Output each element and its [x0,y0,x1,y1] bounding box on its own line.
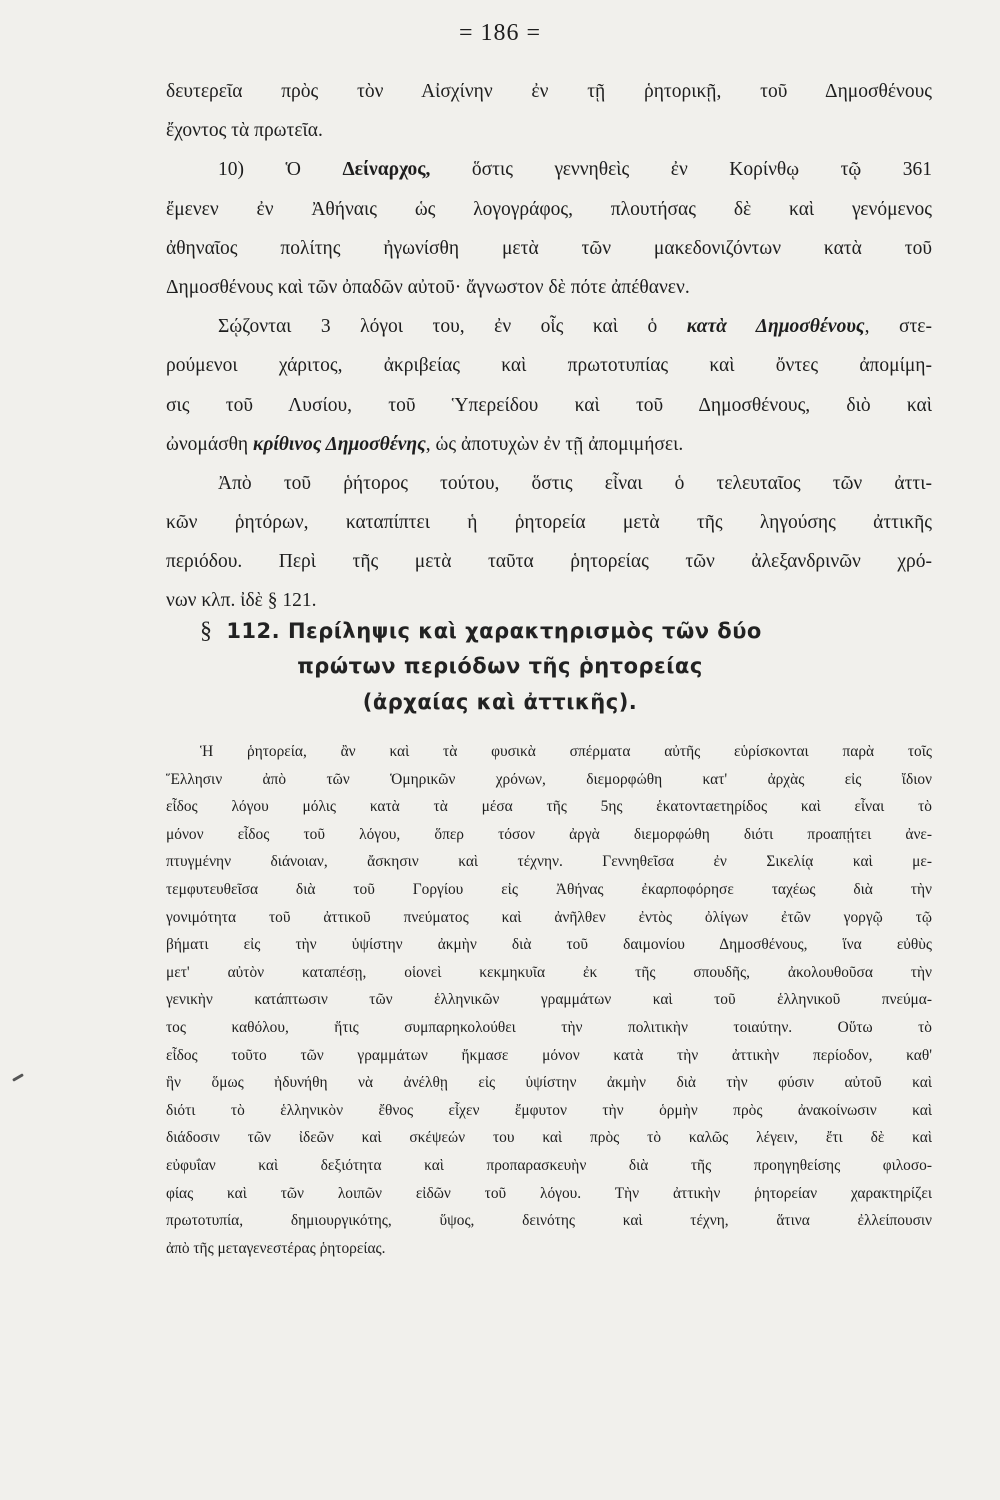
text-run: ὅστις γεννηθεὶς ἐν Κορίνθῳ τῷ 361 [430,159,932,181]
page-number: = 186 = [458,20,542,46]
text-line: φίας καὶ τῶν λοιπῶν εἰδῶν τοῦ λόγου. Τὴν ἀττικὴν ῥητορείαν χαρακτηρίζει [166,1184,932,1202]
text-run: 10) Ὁ [218,159,343,181]
text-line: μόνον εἶδος τοῦ λόγου, ὅπερ τόσον ἀργὰ διεμορφώθη διότι προαπῄτει ἀνε- [166,825,932,843]
emphasis-text: κρίθινος Δημοσθένης [253,433,426,455]
text-line: ἣν ὅμως ἠδυνήθη νὰ ἀνέλθῃ εἰς ὑψίστην ἀκμὴν διὰ τὴν φύσιν αὐτοῦ καὶ [166,1074,932,1092]
text-line [166,386,932,425]
text-run: Ἀπὸ τοῦ ῥήτορος τούτου, ὅστις εἶναι ὁ τελευταῖος τῶν ἀττι- [218,472,932,494]
text-line: εἶδος λόγου μόλις κατὰ τὰ μέσα τῆς 5ης ἑκατονταετηρίδος καὶ εἶναι τὸ [166,798,932,816]
text-line [166,111,932,150]
text-line: βήματι εἰς τὴν ὑψίστην ἀκμὴν διὰ τοῦ δαιμονίου Δημοσθένους, ἵνα εὐθὺς [166,936,932,954]
text-run: δευτερεῖα πρὸς τὸν Αἰσχίνην ἐν τῇ ῥητορικῇ, τοῦ Δημοσθένους [166,81,932,102]
text-run: περιόδου. Περὶ τῆς μετὰ ταῦτα ῥητορείας τῶν ἀλεξανδρινῶν χρό- [166,551,932,573]
text-run: , στε- [864,316,932,338]
text-line [166,190,932,229]
text-run: Δημοσθένους καὶ τῶν ὀπαδῶν αὐτοῦ· ἄγνωστον δὲ πότε ἀπέθανεν. [166,276,690,298]
text-run: Σῴζονται 3 λόγοι του, ἐν οἷς καὶ ὁ [218,316,687,338]
text-line: ἀπὸ τῆς μεταγενεστέρας ῥητορείας. [166,1239,386,1257]
text-line: τος καθόλου, ἥτις συμπαρηκολούθει τὴν πολιτικὴν τοιαύτην. Οὕτω τὸ [166,1018,932,1036]
text-line [166,425,932,464]
text-run: ἀθηναῖος πολίτης ἠγωνίσθη μετὰ τῶν μακεδονιζόντων κατὰ τοῦ [166,237,932,259]
text-line: πτυγμένην διάνοιαν, ἄσκησιν καὶ τέχνην. Γεννηθεῖσα ἐν Σικελίᾳ καὶ με- [166,853,932,871]
text-line: εἶδος τοῦτο τῶν γραμμάτων ἤκμασε μόνον κατὰ τὴν ἀττικὴν περίοδον, καθ' [166,1046,932,1064]
section-number: 112. [226,619,281,643]
text-run: ρούμενοι χάριτος, ἀκριβείας καὶ πρωτοτυπίας καὶ ὄντες ἀπομίμη- [166,355,932,377]
lower-text-block [166,738,932,1262]
emphasis-text: κατὰ Δημοσθένους [686,316,865,338]
text-run: ἔμενεν ἐν Ἀθήναις ὡς λογογράφος, πλουτήσας δὲ καὶ γενόμενος [166,198,932,220]
section-title-line-3: (ἀρχαίας καὶ ἀττικῆς). [362,690,638,714]
text-line: πρωτοτυπία, δημιουργικότης, ὕψος, δεινότης καὶ τέχνη, ἅτινα ἐλλείπουσιν [166,1212,932,1230]
text-line: μετ' αὐτὸν καταπέσῃ, οἱονεὶ κεκμηκυῖα ἐκ τῆς σπουδῆς, ἀκολουθοῦσα τὴν [166,963,932,981]
upper-text-block [166,72,932,621]
text-line [166,150,932,189]
text-run: ἔχοντος τὰ πρωτεῖα. [166,120,323,142]
section-title-line-1: Περίληψις καὶ χαρακτηρισμὸς τῶν δύο [287,619,762,643]
text-line: γενικὴν κατάπτωσιν τῶν ἑλληνικῶν γραμμάτων καὶ τοῦ ἑλληνικοῦ πνεύμα- [166,991,932,1009]
text-run: κῶν ῥητόρων, καταπίπτει ἡ ῥητορεία μετὰ τῆς ληγούσης ἀττικῆς [166,512,932,534]
text-line: εὐφυΐαν καὶ δεξιότητα καὶ προπαρασκευὴν διὰ τῆς προηγηθείσης φιλοσο- [166,1156,932,1174]
scan-speck [12,1073,24,1082]
text-run: σις τοῦ Λυσίου, τοῦ Ὑπερείδου καὶ τοῦ Δημοσθένους, διὸ καὶ [166,394,932,416]
text-line: Ἕλλησιν ἀπὸ τῶν Ὁμηρικῶν χρόνων, διεμορφώθη κατ' ἀρχὰς εἰς ἴδιον [166,770,932,788]
text-line [166,503,932,542]
text-line [166,542,932,581]
text-run: ὠνομάσθη [166,433,253,455]
text-line [166,307,932,346]
text-line [166,464,932,503]
text-line [166,581,932,620]
text-line [166,229,932,268]
text-line: Ἡ ῥητορεία, ἂν καὶ τὰ φυσικὰ σπέρματα αὐτῆς εὑρίσκονται παρὰ τοῖς [200,743,932,760]
section-sign: § [200,618,213,644]
text-line [166,346,932,385]
text-line: διότι τὸ ἑλληνικὸν ἔθνος εἶχεν ἔμφυτον τὴν ὁρμὴν πρὸς ἀνακοίνωσιν καὶ [166,1101,932,1119]
section-heading-line-1 [200,618,762,645]
text-run: νων κλπ. ἰδὲ § 121. [166,590,317,612]
text-line: γονιμότητα τοῦ ἀττικοῦ πνεύματος καὶ ἀνῆλθεν ἐντὸς ὀλίγων ἐτῶν γοργῷ τῷ [166,908,932,926]
text-run: , ὡς ἀποτυχὼν ἐν τῇ ἀπομιμήσει. [425,433,684,455]
text-line [166,72,932,111]
text-line: τεμφυτευθεῖσα διὰ τοῦ Γοργίου εἰς Ἀθήνας ἐκαρποφόρησε ταχέως διὰ τὴν [166,880,932,898]
text-line [166,268,932,307]
text-line: διάδοσιν τῶν ἰδεῶν καὶ σκέψεών του καὶ πρὸς τὸ καλῶς λέγειν, ἔτι δὲ καὶ [166,1129,932,1147]
emphasis-text: Δείναρχος, [342,159,431,181]
section-title-line-2: πρώτων περιόδων τῆς ῥητορείας [297,654,703,678]
